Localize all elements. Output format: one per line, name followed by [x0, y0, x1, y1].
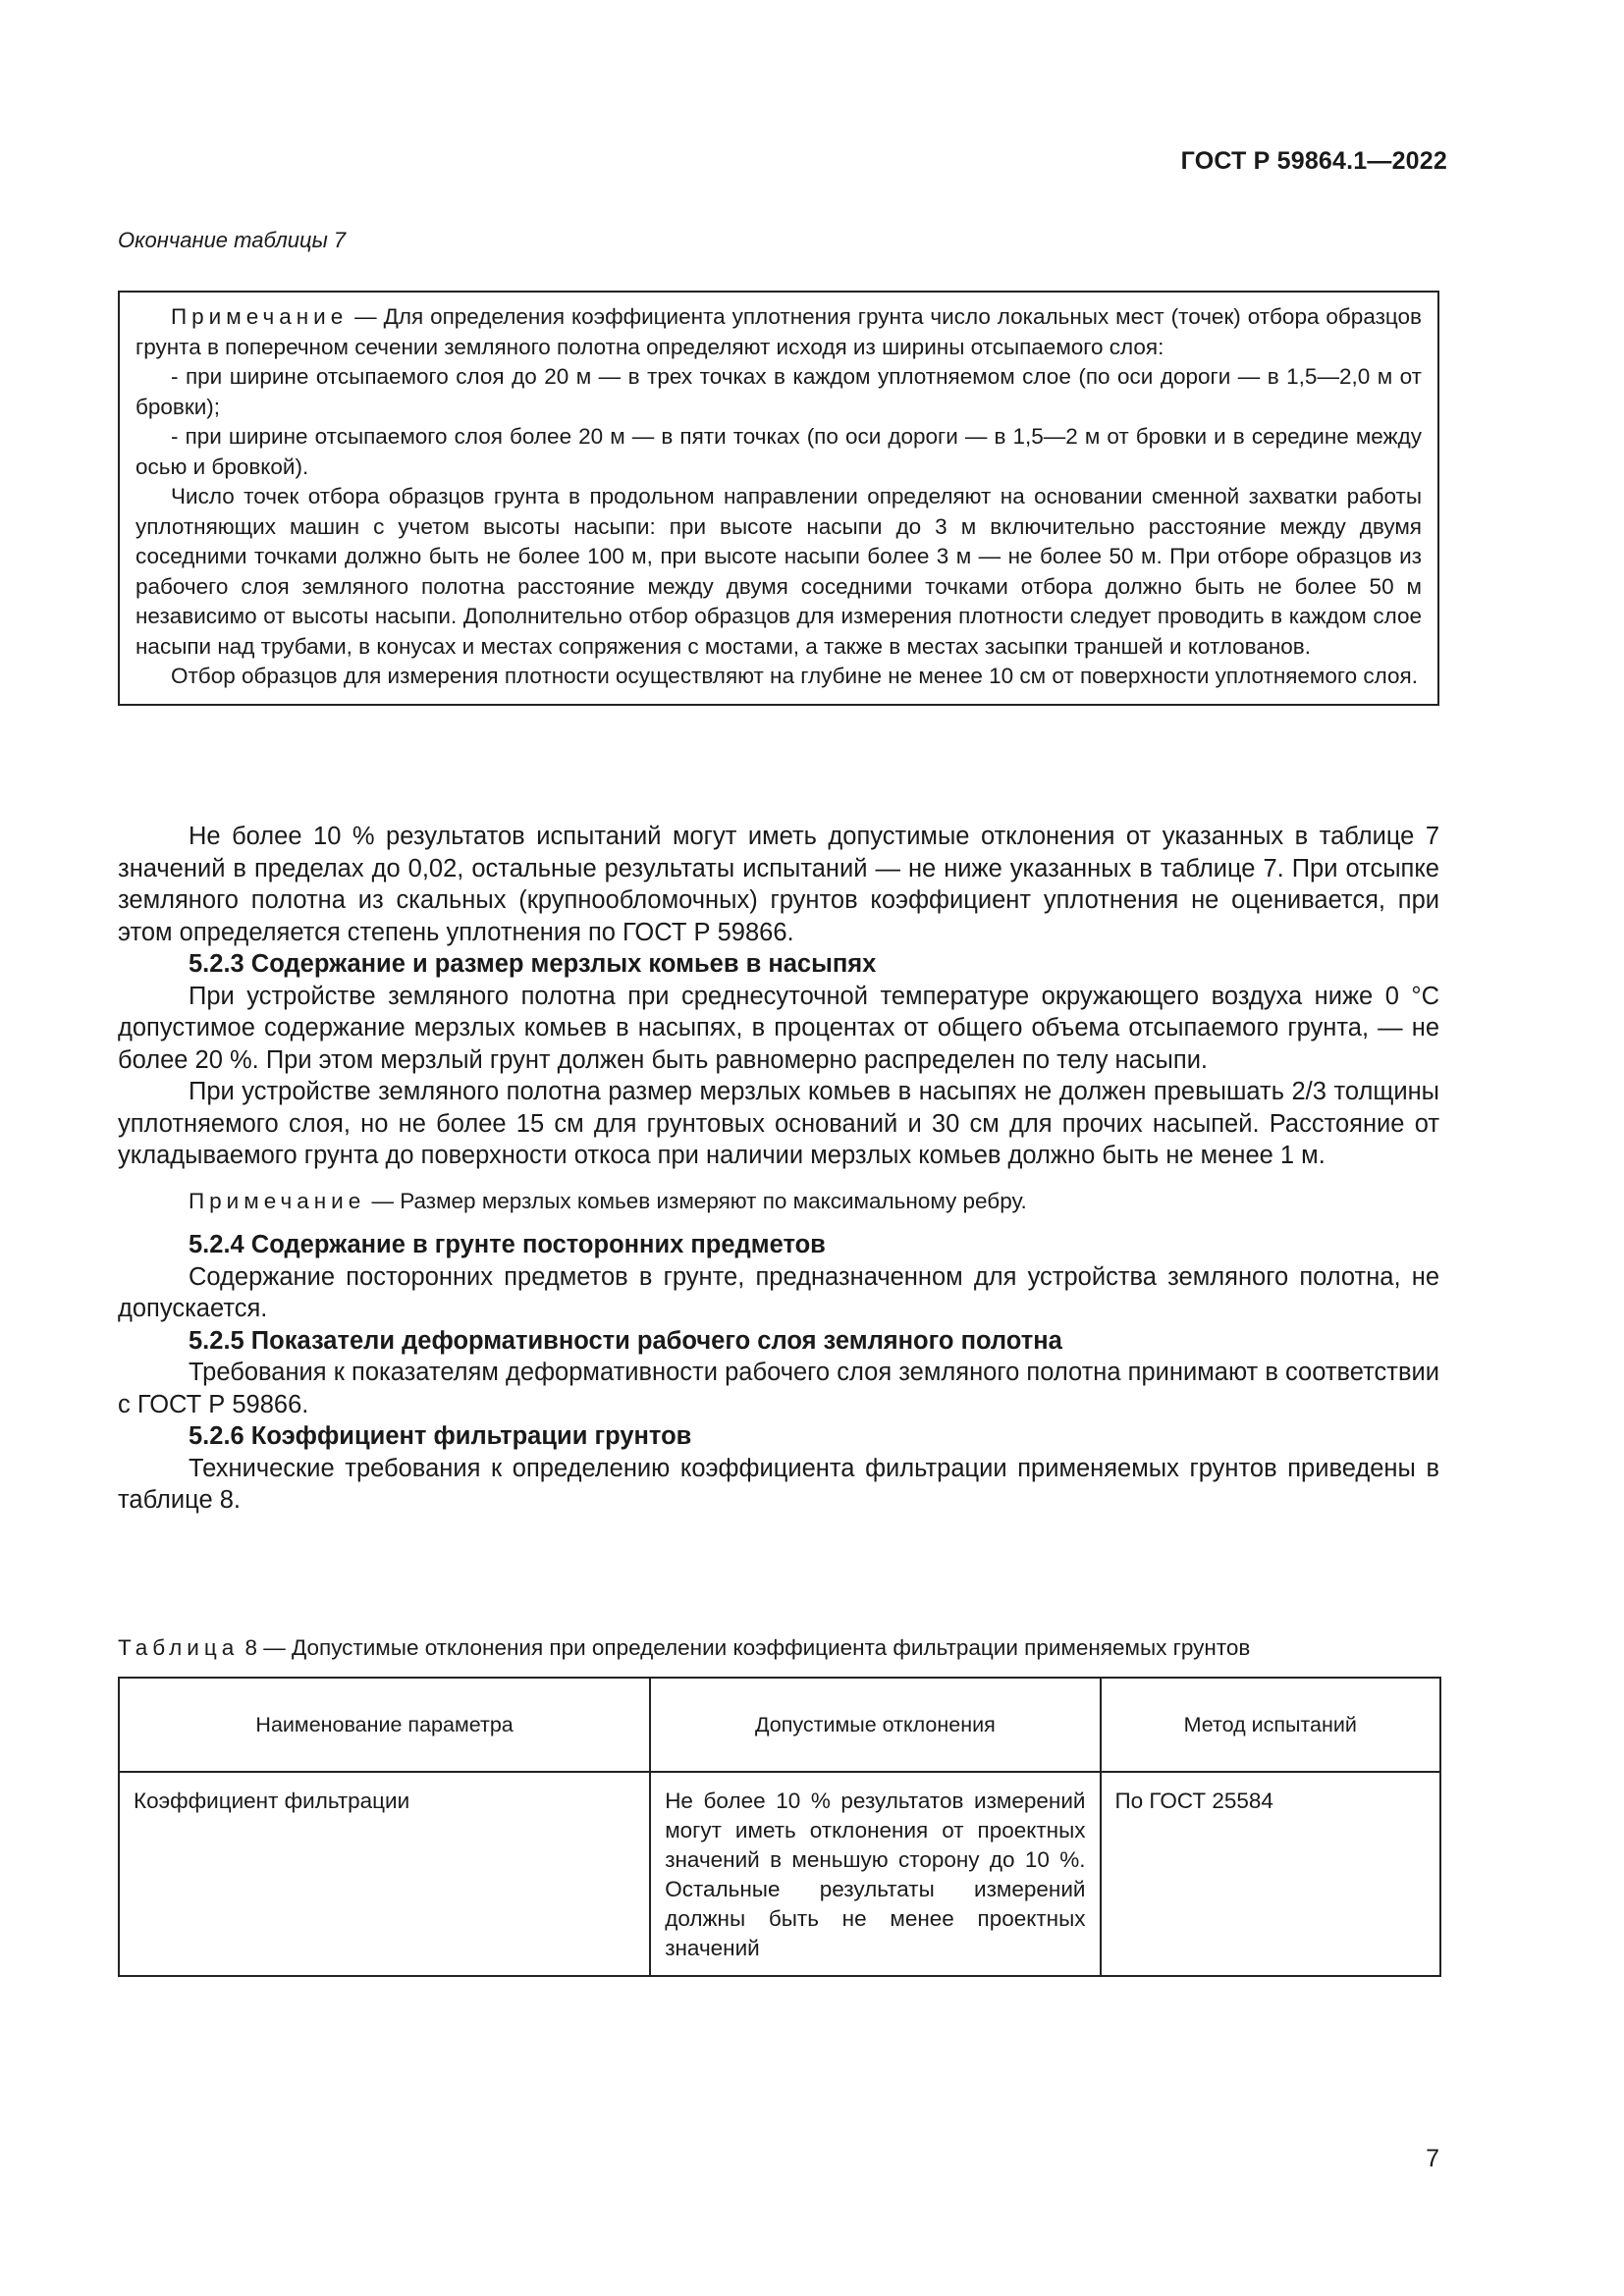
note-label: Примечание: [189, 1188, 366, 1213]
section-heading-5-2-4: 5.2.4 Содержание в грунте посторонних предметов: [189, 1231, 826, 1258]
table-caption-text: 8 — Допустимые отклонения при определении коэффициента фильтрации применяемых грунтов: [239, 1635, 1251, 1660]
table-header-row: [119, 1678, 1440, 1772]
method-cell: По ГОСТ 25584: [1101, 1772, 1441, 1976]
deviation-cell: Не более 10 % результатов измерений могут иметь отклонения от проектных значений в меньшую сторону до 10 %. Остальные результаты измерений должны быть не менее проектных значений: [650, 1772, 1100, 1976]
paragraph: При устройстве земляного полотна размер мерзлых комьев в насыпях не должен превышать 2/3 толщины уплотняемого слоя, но не более 15 см для грунтовых оснований и 30 см для прочих насыпей. Расстояние от укладываемого грунта до поверхности откоса при наличии мерзлых комьев должно быть не менее 1 м.: [118, 1078, 1439, 1169]
note-paragraph: - при ширине отсыпаемого слоя более 20 м — в пяти точках (по оси дороги — в 1,5—2 м от бровки и в середине между осью и бровкой).: [135, 424, 1422, 479]
note-line: [118, 1186, 1439, 1218]
note-label: Примечание: [171, 304, 349, 329]
note-text: — Размер мерзлых комьев измеряют по максимальному ребру.: [365, 1188, 1027, 1213]
table-row: [119, 1772, 1440, 1976]
paragraph: Содержание посторонних предметов в грунте, предназначенном для устройства земляного полотна, не допускается.: [118, 1262, 1439, 1322]
section-heading-5-2-3: 5.2.3 Содержание и размер мерзлых комьев в насыпях: [189, 950, 877, 978]
column-header: Наименование параметра: [119, 1678, 650, 1772]
parameter-cell: Коэффициент фильтрации: [119, 1772, 650, 1976]
table-continuation-label: Окончание таблицы 7: [118, 228, 347, 252]
column-header: Допустимые отклонения: [650, 1678, 1100, 1772]
table7-note-box: [118, 291, 1439, 706]
paragraph: При устройстве земляного полотна при среднесуточной температуре окружающего воздуха ниже 0 °С допустимое содержание мерзлых комьев в насыпях, в процентах от общего объема отсыпаемого грунта, — не более 20 %. При этом мерзлый грунт должен быть равномерно распределен по телу насыпи.: [118, 982, 1439, 1074]
table8-caption: [118, 1635, 1439, 1661]
body-text: [118, 821, 1439, 1517]
note-text: — Для определения коэффициента уплотнения грунта число локальных мест (точек) отбора образцов грунта в поперечном сечении земляного полотна определяют исходя из ширины отсыпаемого слоя:: [135, 304, 1422, 359]
note-paragraph: Отбор образцов для измерения плотности осуществляют на глубине не менее 10 см от поверхности уплотняемого слоя.: [171, 664, 1418, 688]
table-8: [118, 1677, 1441, 1977]
paragraph: Технические требования к определению коэффициента фильтрации применяемых грунтов приведены в таблице 8.: [118, 1454, 1439, 1514]
column-header: Метод испытаний: [1101, 1678, 1441, 1772]
note-paragraph: [135, 302, 1422, 362]
section-heading-5-2-5: 5.2.5 Показатели деформативности рабочего слоя земляного полотна: [189, 1326, 1062, 1355]
paragraph: Требования к показателям деформативности рабочего слоя земляного полотна принимают в соответствии с ГОСТ Р 59866.: [118, 1359, 1439, 1418]
section-heading-5-2-6: 5.2.6 Коэффициент фильтрации грунтов: [189, 1422, 692, 1450]
note-paragraph: - при ширине отсыпаемого слоя до 20 м — в трех точках в каждом уплотняемом слое (по оси дороги — в 1,5—2,0 м от бровки);: [135, 364, 1422, 419]
table-caption-label: Таблица: [118, 1635, 240, 1660]
document-designation: ГОСТ Р 59864.1—2022: [1180, 147, 1447, 175]
note-paragraph: Число точек отбора образцов грунта в продольном направлении определяют на основании сменной захватки работы уплотняющих машин с учетом высоты насыпи: при высоте насыпи до 3 м включительно расстояние между двумя соседними точками должно быть не более 100 м, при высоте насыпи более 3 м — не более 50 м. При отборе образцов из рабочего слоя земляного полотна расстояние между двумя соседними точками отбора должно быть не более 50 м независимо от высоты насыпи. Дополнительно отбор образцов для измерения плотности следует проводить в каждом слое насыпи над трубами, в конусах и местах сопряжения с мостами, а также в местах засыпки траншей и котлованов.: [135, 484, 1422, 659]
paragraph: Не более 10 % результатов испытаний могут иметь допустимые отклонения от указанных в таблице 7 значений в пределах до 0,02, остальные результаты испытаний — не ниже указанных в таблице 7. При отсыпке земляного полотна из скальных (крупнообломочных) грунтов коэффициент уплотнения не оценивается, при этом определяется степень уплотнения по ГОСТ Р 59866.: [118, 823, 1439, 946]
page-number: 7: [1426, 2145, 1439, 2172]
